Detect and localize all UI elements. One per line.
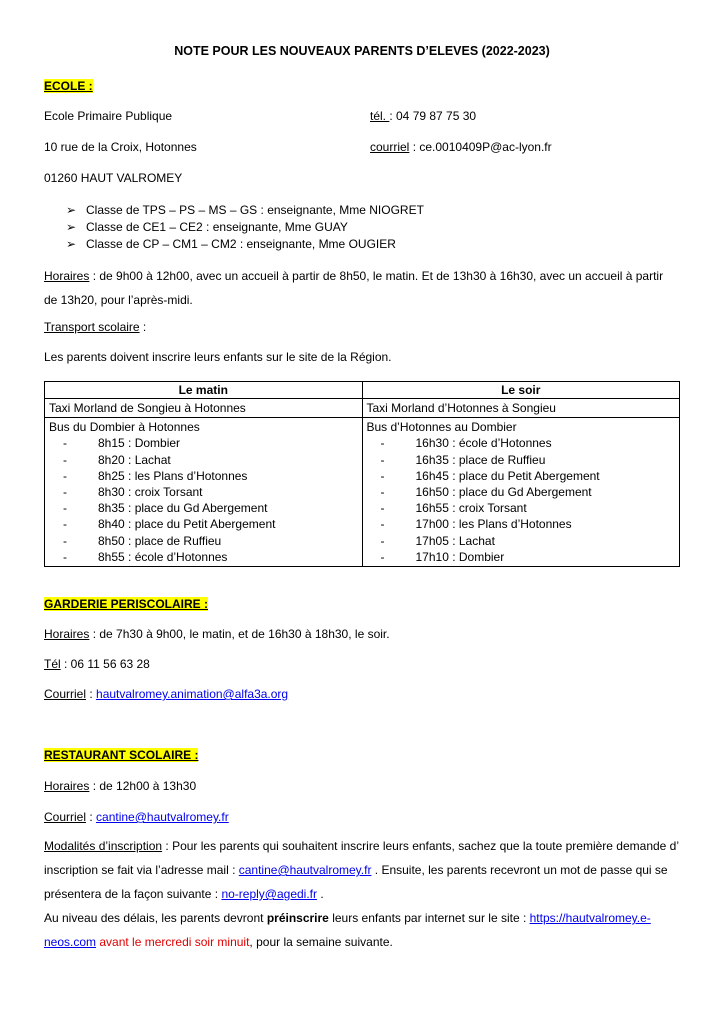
restaurant-email: Courriel : cantine@hautvalromey.fr [44, 810, 229, 824]
garderie-phone: Tél : 06 11 56 63 28 [44, 657, 150, 671]
evening-bus-title: Bus d’Hotonnes au Dombier [366, 420, 517, 435]
table-row: - 8h30 : croix Torsant [63, 485, 203, 500]
restaurant-delais: Au niveau des délais, les parents devront préinscrire leurs enfants par internet sur le site : https://hautvalromey.e-neos.com avant le mercredi soir minuit, pour la semaine suivante. [44, 911, 651, 949]
school-hours: Horaires : de 9h00 à 12h00, avec un accueil à partir de 8h50, le matin. Et de 13h30 à 16h30, avec un accueil à partir de 13h20, pour l’après-midi. [44, 269, 664, 307]
table-row: - 8h55 : école d’Hotonnes [63, 549, 228, 564]
table-row: - 16h50 : place du Gd Abergement [380, 485, 592, 500]
list-item: ➢ Classe de TPS – PS – MS – GS : enseignante, Mme NIOGRET [66, 203, 424, 217]
arrow-bullet-icon: ➢ [66, 237, 77, 251]
school-phone-value: : 04 79 87 75 30 [389, 109, 477, 123]
restaurant-modalites: Modalités d’inscription : Pour les parents qui souhaitent inscrire leurs enfants, sachez que la toute première demande d’ inscription se fait via l’adresse mail : cantine@hautvalromey.fr . Ensuite, les parents recevront un mot de passe qui se présentera de la façon suivante : no-reply@agedi.fr . [44, 839, 679, 901]
school-email-value: : ce.0010409P@ac-lyon.fr [409, 140, 552, 154]
noreply-email-link[interactable]: no-reply@agedi.fr [221, 887, 318, 901]
bus-schedule-table [44, 381, 680, 567]
restaurant-email-link[interactable]: cantine@hautvalromey.fr [96, 810, 229, 824]
table-row: - 8h40 : place du Petit Abergement [63, 517, 276, 532]
garderie-email: Courriel : hautvalromey.animation@alfa3a.org [44, 687, 289, 701]
table-row: - 17h00 : les Plans d’Hotonnes [380, 517, 572, 532]
list-item: ➢ Classe de CP – CM1 – CM2 : enseignante, Mme OUGIER [66, 237, 396, 251]
school-phone [370, 109, 476, 123]
class-list [66, 202, 424, 253]
table-row: - 16h30 : école d’Hotonnes [380, 436, 552, 451]
section-heading-garderie: GARDERIE PERISCOLAIRE : [44, 597, 209, 611]
deadline-text: avant le mercredi soir minuit [96, 935, 250, 949]
school-hours-label: Horaires [44, 269, 90, 283]
table-row: - 16h45 : place du Petit Abergement [380, 468, 600, 483]
garderie-hours: Horaires : de 7h30 à 9h00, le matin, et de 16h30 à 18h30, le soir. [44, 627, 390, 641]
arrow-bullet-icon: ➢ [66, 220, 77, 234]
transport-heading: Transport scolaire : [44, 320, 147, 334]
evening-bus-cell [362, 418, 680, 567]
table-row: - 8h15 : Dombier [63, 436, 181, 451]
section-heading-ecole: ECOLE : [44, 79, 93, 93]
school-phone-label: tél. [370, 109, 390, 123]
school-email [370, 140, 552, 154]
cantine-email-link[interactable]: cantine@hautvalromey.fr [238, 863, 372, 877]
school-name: Ecole Primaire Publique [44, 109, 173, 123]
school-email-label: courriel [370, 140, 410, 154]
transport-text: Les parents doivent inscrire leurs enfants sur le site de la Région. [44, 350, 392, 364]
morning-bus-cell [45, 418, 363, 567]
table-row: - 17h05 : Lachat [380, 533, 495, 548]
table-row: - 8h50 : place de Ruffieu [63, 533, 222, 548]
garderie-email-link[interactable]: hautvalromey.animation@alfa3a.org [96, 687, 289, 701]
eneos-site-link[interactable]: https://hautvalromey.e-neos.com [44, 911, 651, 949]
table-row: - 17h10 : Dombier [380, 549, 505, 564]
restaurant-hours: Horaires : de 12h00 à 13h30 [44, 779, 197, 793]
page-title: NOTE POUR LES NOUVEAUX PARENTS D’ELEVES (2022-2023) [174, 44, 550, 58]
table-row: - 16h55 : croix Torsant [380, 501, 527, 516]
table-row: - 8h25 : les Plans d’Hotonnes [63, 468, 248, 483]
table-header-morning: Le matin [45, 382, 363, 399]
table-row: - 16h35 : place de Ruffieu [380, 452, 546, 467]
table-row: - 8h20 : Lachat [63, 452, 171, 467]
morning-taxi: Taxi Morland de Songieu à Hotonnes [45, 399, 363, 418]
table-header-evening: Le soir [362, 382, 680, 399]
school-address: 10 rue de la Croix, Hotonnes [44, 140, 197, 154]
school-city: 01260 HAUT VALROMEY [44, 171, 183, 185]
morning-bus-title: Bus du Dombier à Hotonnes [49, 420, 200, 435]
table-row: - 8h35 : place du Gd Abergement [63, 501, 268, 516]
section-heading-restaurant: RESTAURANT SCOLAIRE : [44, 748, 199, 762]
list-item: ➢ Classe de CE1 – CE2 : enseignante, Mme GUAY [66, 220, 348, 234]
evening-taxi: Taxi Morland d’Hotonnes à Songieu [362, 399, 680, 418]
arrow-bullet-icon: ➢ [66, 203, 77, 217]
